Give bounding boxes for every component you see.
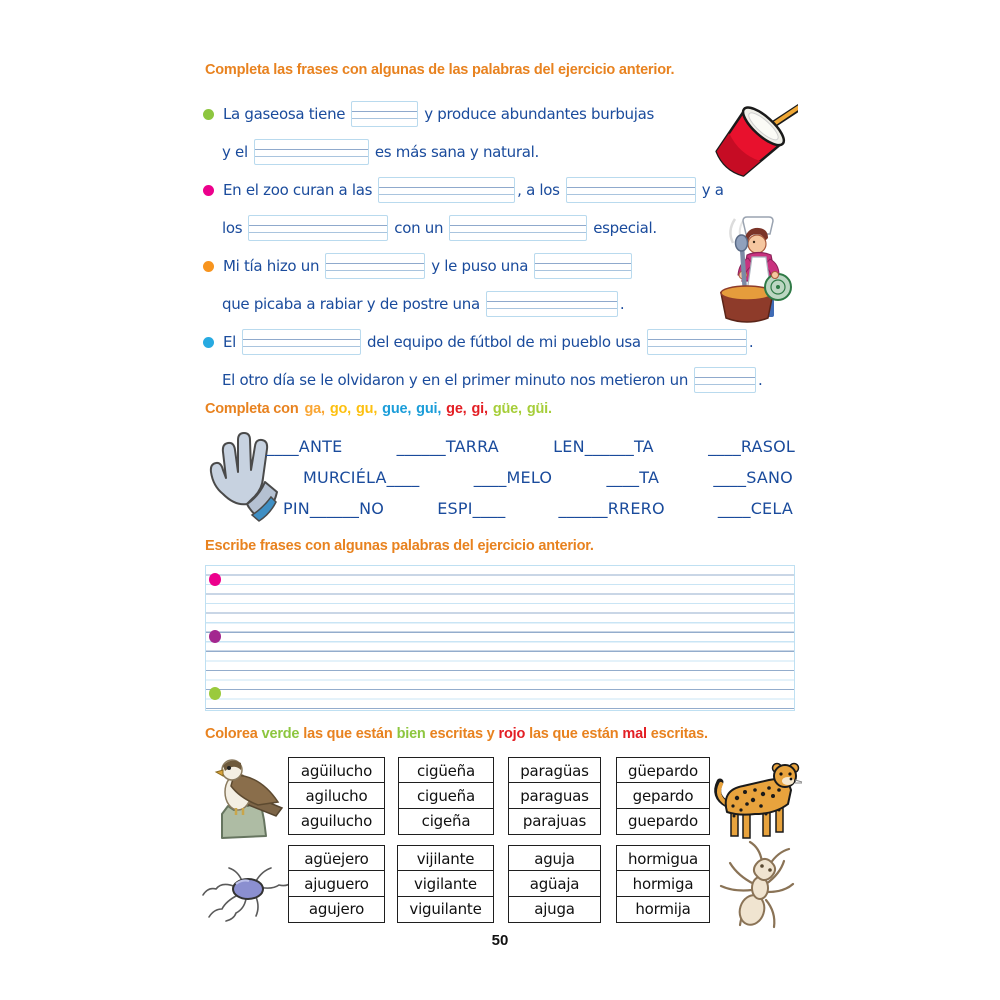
syllable-gu: gu, <box>356 401 378 417</box>
syllable-gui: gui, <box>416 401 442 417</box>
heading-colorea-part: las que están <box>529 726 619 742</box>
word-group-agujero <box>288 845 385 923</box>
fragment-word[interactable]: ____RASOL <box>708 437 795 456</box>
word-cell[interactable]: agüejero <box>288 845 385 872</box>
word-cell[interactable]: agujero <box>288 896 385 923</box>
word-cell[interactable]: hormija <box>616 896 710 923</box>
sentence-text: En el zoo curan a las <box>223 181 373 199</box>
sentence-text: que picaba a rabiar y de postre una <box>222 295 480 313</box>
writing-bullet-green <box>209 687 221 700</box>
fragment-word[interactable]: ____MELO <box>473 468 553 487</box>
word-cell[interactable]: güepardo <box>616 757 710 784</box>
word-cell[interactable]: ajuguero <box>288 870 385 897</box>
word-cell[interactable]: ajuga <box>508 896 601 923</box>
fragment-word[interactable]: ______TARRA <box>396 437 499 456</box>
fragments-row-3 <box>283 499 793 518</box>
sentence-text: y a <box>701 181 724 199</box>
sentence-3-line-2 <box>222 290 624 318</box>
heading-colorea-part: bien <box>396 726 426 742</box>
fragment-word[interactable]: ____TA <box>606 468 660 487</box>
heading-escribe-frases: Escribe frases con algunas palabras del ejercicio anterior. <box>205 538 594 554</box>
soda-cup-illustration <box>698 90 798 178</box>
ant-illustration <box>710 840 802 940</box>
hawk-illustration <box>196 750 294 842</box>
blank-field[interactable] <box>694 367 756 393</box>
blank-field[interactable] <box>449 215 587 241</box>
bug-illustration <box>198 853 298 931</box>
word-group-ciguena <box>398 757 494 835</box>
fragment-word[interactable]: ____ANTE <box>266 437 343 456</box>
blank-field[interactable] <box>534 253 632 279</box>
heading-completa-con <box>205 401 557 417</box>
word-cell[interactable]: gepardo <box>616 782 710 809</box>
word-group-paraguas <box>508 757 601 835</box>
blank-field[interactable] <box>242 329 361 355</box>
writing-bullet-purple <box>209 630 221 643</box>
sentence-text: es más sana y natural. <box>374 143 539 161</box>
word-cell[interactable]: agüilucho <box>288 757 385 784</box>
heading-colorea-part: escritas y <box>429 726 495 742</box>
blank-field[interactable] <box>351 101 418 127</box>
blank-field[interactable] <box>566 177 696 203</box>
pink-bullet-icon <box>203 185 214 196</box>
heading-colorea-part: las que están <box>303 726 393 742</box>
word-cell[interactable]: guepardo <box>616 808 710 835</box>
word-cell[interactable]: vigilante <box>397 870 494 897</box>
writing-area[interactable] <box>205 565 795 711</box>
syllable-gi: gi, <box>471 401 488 417</box>
fragment-word[interactable]: MURCIÉLA____ <box>303 468 420 487</box>
fragments-row-2 <box>303 468 793 487</box>
blank-field[interactable] <box>486 291 618 317</box>
sentence-2-line-1 <box>203 176 724 204</box>
word-cell[interactable]: paragüas <box>508 757 601 784</box>
word-cell[interactable]: aguja <box>508 845 601 872</box>
syllable-go: go, <box>329 401 351 417</box>
word-cell[interactable]: aguilucho <box>288 808 385 835</box>
fragment-word[interactable]: ____SANO <box>713 468 793 487</box>
fragments-row-1 <box>266 437 795 456</box>
heading-colorea-part: Colorea <box>205 726 258 742</box>
heading-colorea <box>205 726 712 742</box>
sentence-text: y produce abundantes burbujas <box>424 105 655 123</box>
sentence-text: , a los <box>517 181 560 199</box>
writing-bullet-pink <box>209 573 221 586</box>
word-cell[interactable]: agüaja <box>508 870 601 897</box>
heading-completa-con-prefix: Completa con <box>205 401 299 417</box>
sentence-1-line-2 <box>222 138 539 166</box>
sentence-text: especial. <box>593 219 657 237</box>
word-group-guepardo <box>616 757 710 835</box>
fragment-word[interactable]: PIN______NO <box>283 499 385 518</box>
sentence-1-line-1 <box>203 100 654 128</box>
blank-field[interactable] <box>254 139 369 165</box>
blank-field[interactable] <box>647 329 747 355</box>
cook-illustration <box>703 213 800 325</box>
fragment-word[interactable]: ESPI____ <box>437 499 506 518</box>
fragment-word[interactable]: LEN______TA <box>553 437 654 456</box>
green-bullet-icon <box>203 109 214 120</box>
word-cell[interactable]: cigeña <box>398 808 494 835</box>
sentence-text: El otro día se le olvidaron y en el primer minuto nos metieron un <box>222 371 689 389</box>
sentence-text: los <box>222 219 243 237</box>
word-cell[interactable]: hormiga <box>616 870 710 897</box>
sentence-3-line-1 <box>203 252 632 280</box>
word-cell[interactable]: hormigua <box>616 845 710 872</box>
sentence-text: . <box>758 371 763 389</box>
sentence-text: Mi tía hizo un <box>223 257 320 275</box>
sentence-text: El <box>223 333 237 351</box>
heading-colorea-part: mal <box>622 726 647 742</box>
blank-field[interactable] <box>325 253 425 279</box>
word-cell[interactable]: viguilante <box>397 896 494 923</box>
sentence-4-line-2 <box>222 366 763 394</box>
word-cell[interactable]: cigueña <box>398 782 494 809</box>
word-group-aguilucho <box>288 757 385 835</box>
syllable-gue: gue, <box>382 401 412 417</box>
syllable-ga: ga, <box>304 401 325 417</box>
heading-completa-frases: Completa las frases con algunas de las palabras del ejercicio anterior. <box>205 62 675 78</box>
sentence-text: del equipo de fútbol de mi pueblo usa <box>367 333 641 351</box>
word-cell[interactable]: agilucho <box>288 782 385 809</box>
syllable-gue-dieresis: güe, <box>492 401 522 417</box>
word-group-vigilante <box>397 845 494 923</box>
sentence-text: y el <box>222 143 248 161</box>
orange-bullet-icon <box>203 261 214 272</box>
sentence-text: . <box>619 295 625 313</box>
cheetah-illustration <box>705 748 805 848</box>
heading-colorea-part: rojo <box>498 726 526 742</box>
blank-field[interactable] <box>378 177 515 203</box>
heading-colorea-part: verde <box>261 726 300 742</box>
word-cell[interactable]: vijilante <box>397 845 494 872</box>
syllable-ge: ge, <box>446 401 467 417</box>
sentence-4-line-1 <box>203 328 753 356</box>
syllable-gui-dieresis: güi. <box>526 401 552 417</box>
word-cell[interactable]: cigüeña <box>398 757 494 784</box>
fragment-word[interactable]: ____CELA <box>717 499 793 518</box>
heading-colorea-part: escritas. <box>650 726 708 742</box>
blank-field[interactable] <box>248 215 388 241</box>
word-group-aguja <box>508 845 601 923</box>
sentence-2-line-2 <box>222 214 657 242</box>
word-cell[interactable]: parajuas <box>508 808 601 835</box>
fragment-word[interactable]: ______RRERO <box>558 499 665 518</box>
sentence-text: . <box>748 333 754 351</box>
sentence-text: y le puso una <box>431 257 529 275</box>
page-number: 50 <box>491 932 509 949</box>
word-group-hormiga <box>616 845 710 923</box>
sentence-text: La gaseosa tiene <box>223 105 346 123</box>
word-cell[interactable]: paraguas <box>508 782 601 809</box>
blue-bullet-icon <box>203 337 214 348</box>
sentence-text: con un <box>394 219 444 237</box>
